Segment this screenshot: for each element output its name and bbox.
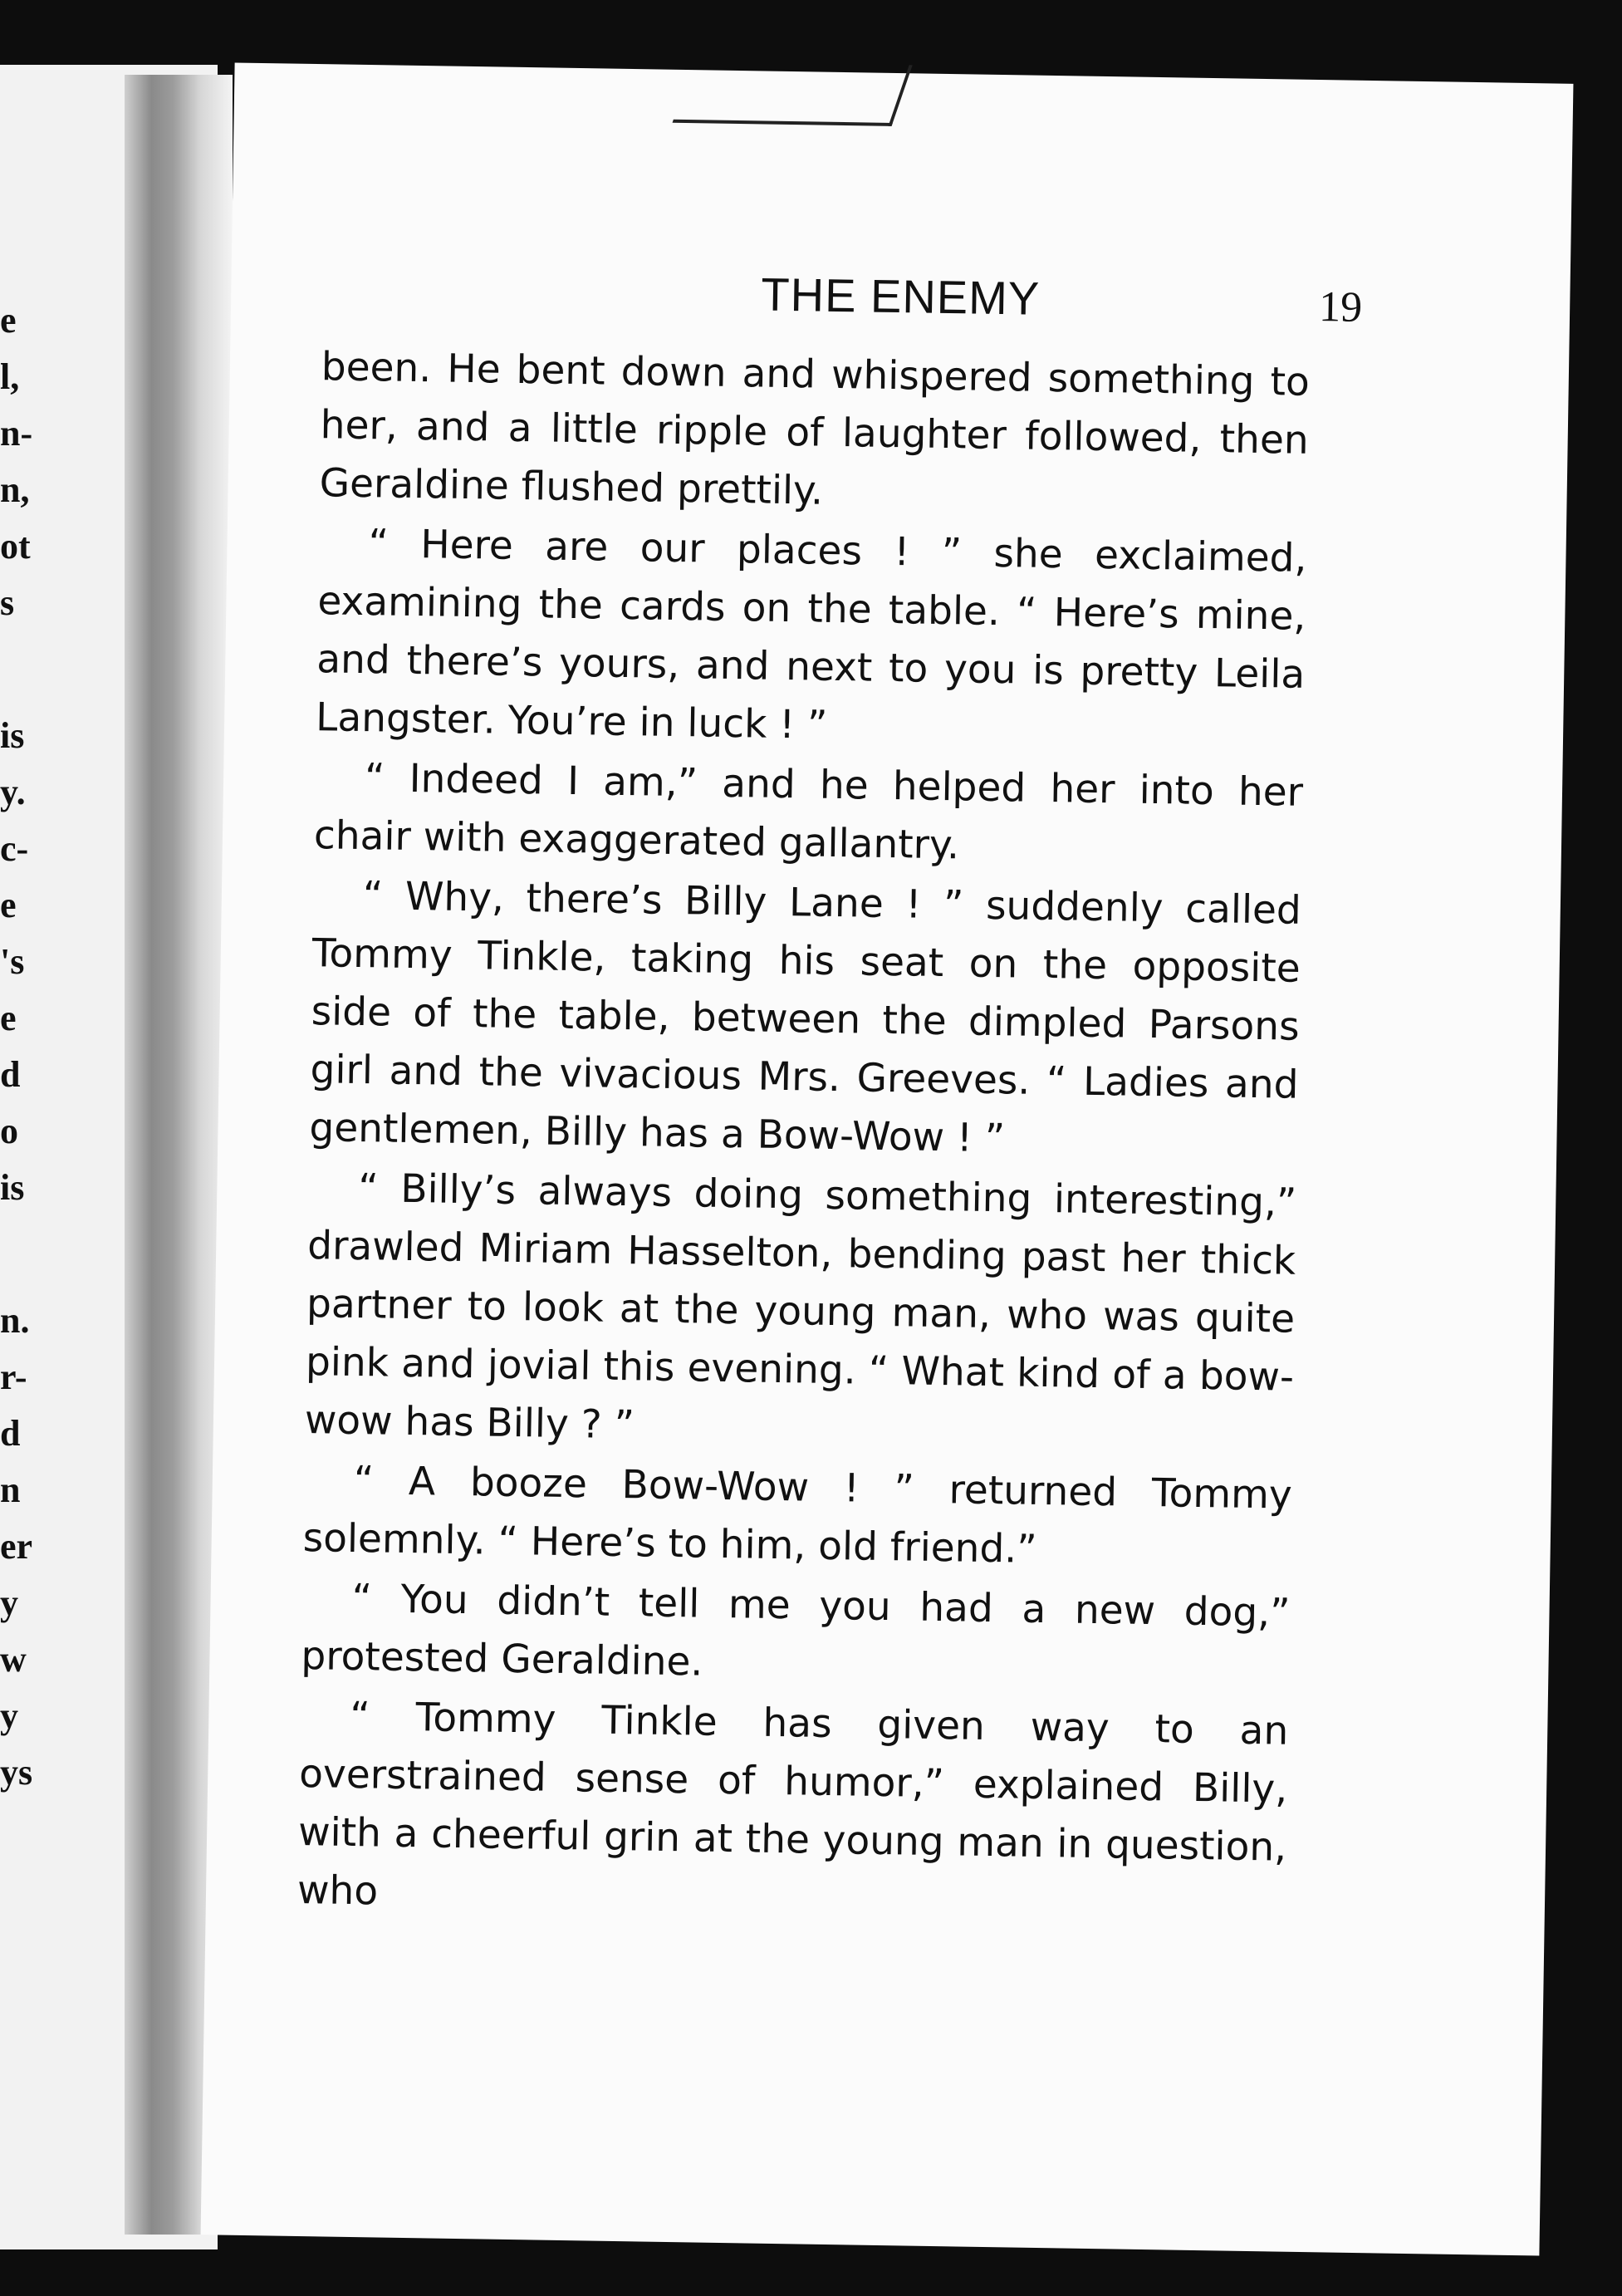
edge-fragment: w <box>0 1639 27 1680</box>
edge-fragment: is <box>0 715 25 756</box>
paragraph: “ You didn’t tell me you had a new dog,” protested Geraldine. <box>301 1575 1291 1685</box>
page-body <box>297 338 1311 1936</box>
edge-fragment: c- <box>0 828 29 869</box>
edge-fragment: r- <box>0 1357 27 1397</box>
edge-fragment: d <box>0 1413 21 1454</box>
paragraph: “ Indeed I am,” and he helped her into her chair with exaggerated gallantry. <box>313 755 1304 869</box>
paragraph: “ Here are our places ! ” she exclaimed, examining the cards on the table. “ Here’s mine, and there’s yours, and next to you is pretty Leila Langster. You’re in luck ! ” <box>315 521 1307 748</box>
running-title: THE ENEMY <box>760 267 1041 325</box>
edge-fragment: er <box>0 1526 33 1567</box>
page-corner-fold <box>673 61 913 126</box>
edge-fragment: s <box>0 582 15 623</box>
paragraph: “ A booze Bow-Wow ! ” returned Tommy solemnly. “ Here’s to him, old friend.” <box>302 1457 1293 1572</box>
edge-fragment: d <box>0 1054 21 1095</box>
edge-fragment: l, <box>0 356 20 397</box>
edge-fragment: y <box>0 1695 18 1736</box>
page-number: 19 <box>1318 283 1363 331</box>
page-header <box>231 258 1571 337</box>
paragraph: “ Why, there’s Billy Lane ! ” suddenly called Tommy Tinkle, taking his seat on the opposite side of the table, between the dimpled Parsons girl and the vivacious Mrs. Greeves. “ Ladies and gentlemen, Billy has a Bow-Wow ! ” <box>309 873 1302 1162</box>
edge-fragment: y. <box>0 772 26 812</box>
edge-fragment: n- <box>0 413 33 454</box>
edge-fragment: 's <box>0 941 25 982</box>
paragraph: “ Tommy Tinkle has given way to an overstrained sense of humor,” explained Billy, with a cheerful grin at the young man in question, who <box>296 1693 1289 1915</box>
edge-fragment: e <box>0 300 17 341</box>
edge-fragment: n. <box>0 1300 30 1341</box>
edge-fragment: y <box>0 1582 18 1623</box>
paragraph: “ Billy’s always doing something interesting,” drawled Miriam Hasselton, bending past her thick partner to look at the young man, who was quite pink and jovial this evening. “ What kind of a bow-wow has Billy ? ” <box>304 1165 1297 1449</box>
book-page <box>201 63 1574 2256</box>
edge-fragment: n <box>0 1469 21 1510</box>
paragraph: been. He bent down and whispered something to her, and a little ripple of laughter followed, then Geraldine flushed prettily. <box>319 344 1311 514</box>
edge-fragment: o <box>0 1111 18 1151</box>
edge-fragment: ys <box>0 1752 33 1793</box>
edge-fragment: e <box>0 885 17 925</box>
edge-fragment: is <box>0 1167 25 1208</box>
edge-fragment: e <box>0 998 17 1038</box>
edge-fragment: n, <box>0 469 30 510</box>
edge-fragment: ot <box>0 526 31 567</box>
